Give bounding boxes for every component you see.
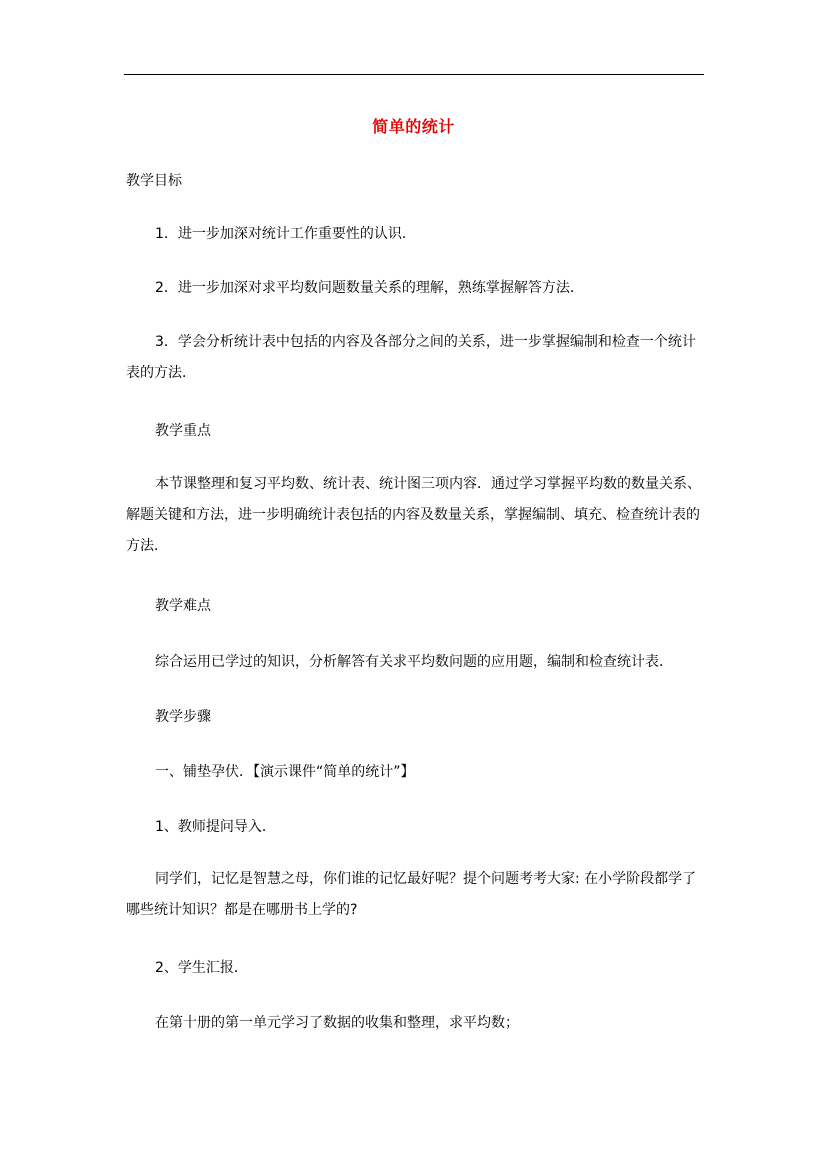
section-heading-steps: 教学步骤 [155, 709, 211, 725]
step-1-sub-1: 1、教师提问导入． [155, 819, 276, 835]
step-1-heading: 一、铺垫孕伏．【演示课件“简单的统计”】 [155, 764, 415, 780]
document-title: 简单的统计 [372, 117, 455, 136]
step-1-sub-2: 2、学生汇报． [155, 960, 248, 976]
difficulties-text: 综合运用已学过的知识，分析解答有关求平均数问题的应用题，编制和检查统计表． [155, 654, 673, 670]
step-1-sub-1-text: 同学们，记忆是智慧之母，你们谁的记忆最好呢？提个问题考考大家: 在小学阶段都学了哪些统计知识？都是在哪册书上学的? [126, 871, 697, 918]
step-1-sub-2-text: 在第十册的第一单元学习了数据的收集和整理，求平均数； [155, 1015, 519, 1031]
section-heading-difficulties: 教学难点 [155, 598, 211, 614]
section-heading-key-points: 教学重点 [155, 423, 211, 439]
objective-item-1: 1．进一步加深对统计工作重要性的认识． [155, 226, 416, 242]
objective-item-3: 3．学会分析统计表中包括的内容及各部分之间的关系，进一步掌握编制和检查一个统计表的方法． [126, 334, 696, 381]
header-rule [124, 74, 704, 75]
section-heading-objectives: 教学目标 [126, 173, 182, 189]
key-points-text: 本节课整理和复习平均数、统计表、统计图三项内容．通过学习掌握平均数的数量关系、解题关键和方法，进一步明确统计表包括的内容及数量关系，掌握编制、填充、检查统计表的方法． [126, 476, 701, 554]
objective-item-2: 2．进一步加深对求平均数问题数量关系的理解，熟练掌握解答方法． [155, 280, 584, 296]
